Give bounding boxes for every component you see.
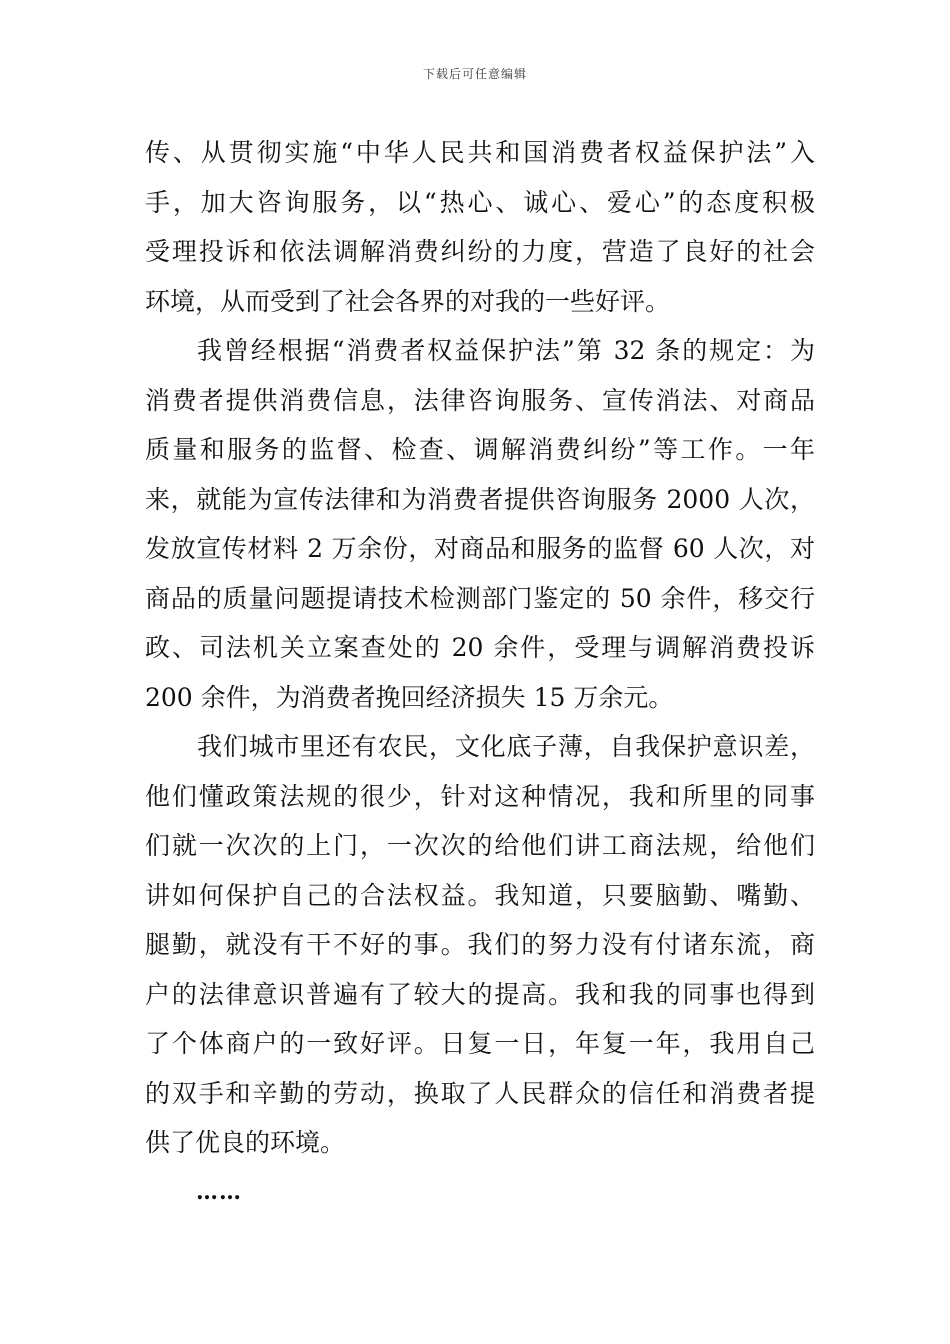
text-line: 发放宣传材料 2 万余份，对商品和服务的监督 60 人次，对 (145, 534, 815, 563)
text-line: 传、从贯彻实施“中华人民共和国消费者权益保护法”入 (145, 138, 815, 167)
text-line: 们就一次次的上门，一次次的给他们讲工商法规，给他们 (145, 831, 815, 860)
text-line: 我们城市里还有农民，文化底子薄，自我保护意识差， (197, 732, 815, 761)
text-line: 的双手和辛勤的劳动，换取了人民群众的信任和消费者提 (145, 1078, 815, 1108)
document-body (145, 128, 815, 1168)
page-header: 下载后可任意编辑 (422, 67, 527, 81)
text-line: 讲如何保护自己的合法权益。我知道，只要脑勤、嘴勤、 (145, 880, 815, 910)
text-line: 政、司法机关立案查处的 20 余件，受理与调解消费投诉 (145, 633, 815, 662)
text-line: 腿勤，就没有干不好的事。我们的努力没有付诸东流，商 (145, 930, 815, 959)
text-line: 手，加大咨询服务，以“热心、诚心、爱心”的态度积极 (145, 187, 815, 217)
text-line: 消费者提供消费信息，法律咨询服务、宣传消法、对商品 (145, 385, 815, 415)
text-line: 户的法律意识普遍有了较大的提高。我和我的同事也得到 (145, 979, 815, 1009)
text-line: 了个体商户的一致好评。日复一日，年复一年，我用自己 (145, 1029, 815, 1058)
text-line: 来，就能为宣传法律和为消费者提供咨询服务 2000 人次， (145, 484, 815, 514)
text-line: 供了优良的环境。 (145, 1128, 346, 1157)
ellipsis: …… (196, 1179, 242, 1205)
text-line: 200 余件，为消费者挽回经济损失 15 万余元。 (145, 682, 674, 712)
text-line: 质量和服务的监督、检查、调解消费纠纷”等工作。一年 (145, 435, 815, 464)
text-line: 环境，从而受到了社会各界的对我的一些好评。 (145, 286, 671, 316)
text-line: 商品的质量问题提请技术检测部门鉴定的 50 余件，移交行 (145, 583, 815, 613)
text-line: 他们懂政策法规的很少，针对这种情况，我和所里的同事 (145, 781, 815, 811)
text-line: 我曾经根据“消费者权益保护法”第 32 条的规定：为 (197, 336, 815, 365)
text-line: 受理投诉和依法调解消费纠纷的力度，营造了良好的社会 (145, 237, 815, 266)
